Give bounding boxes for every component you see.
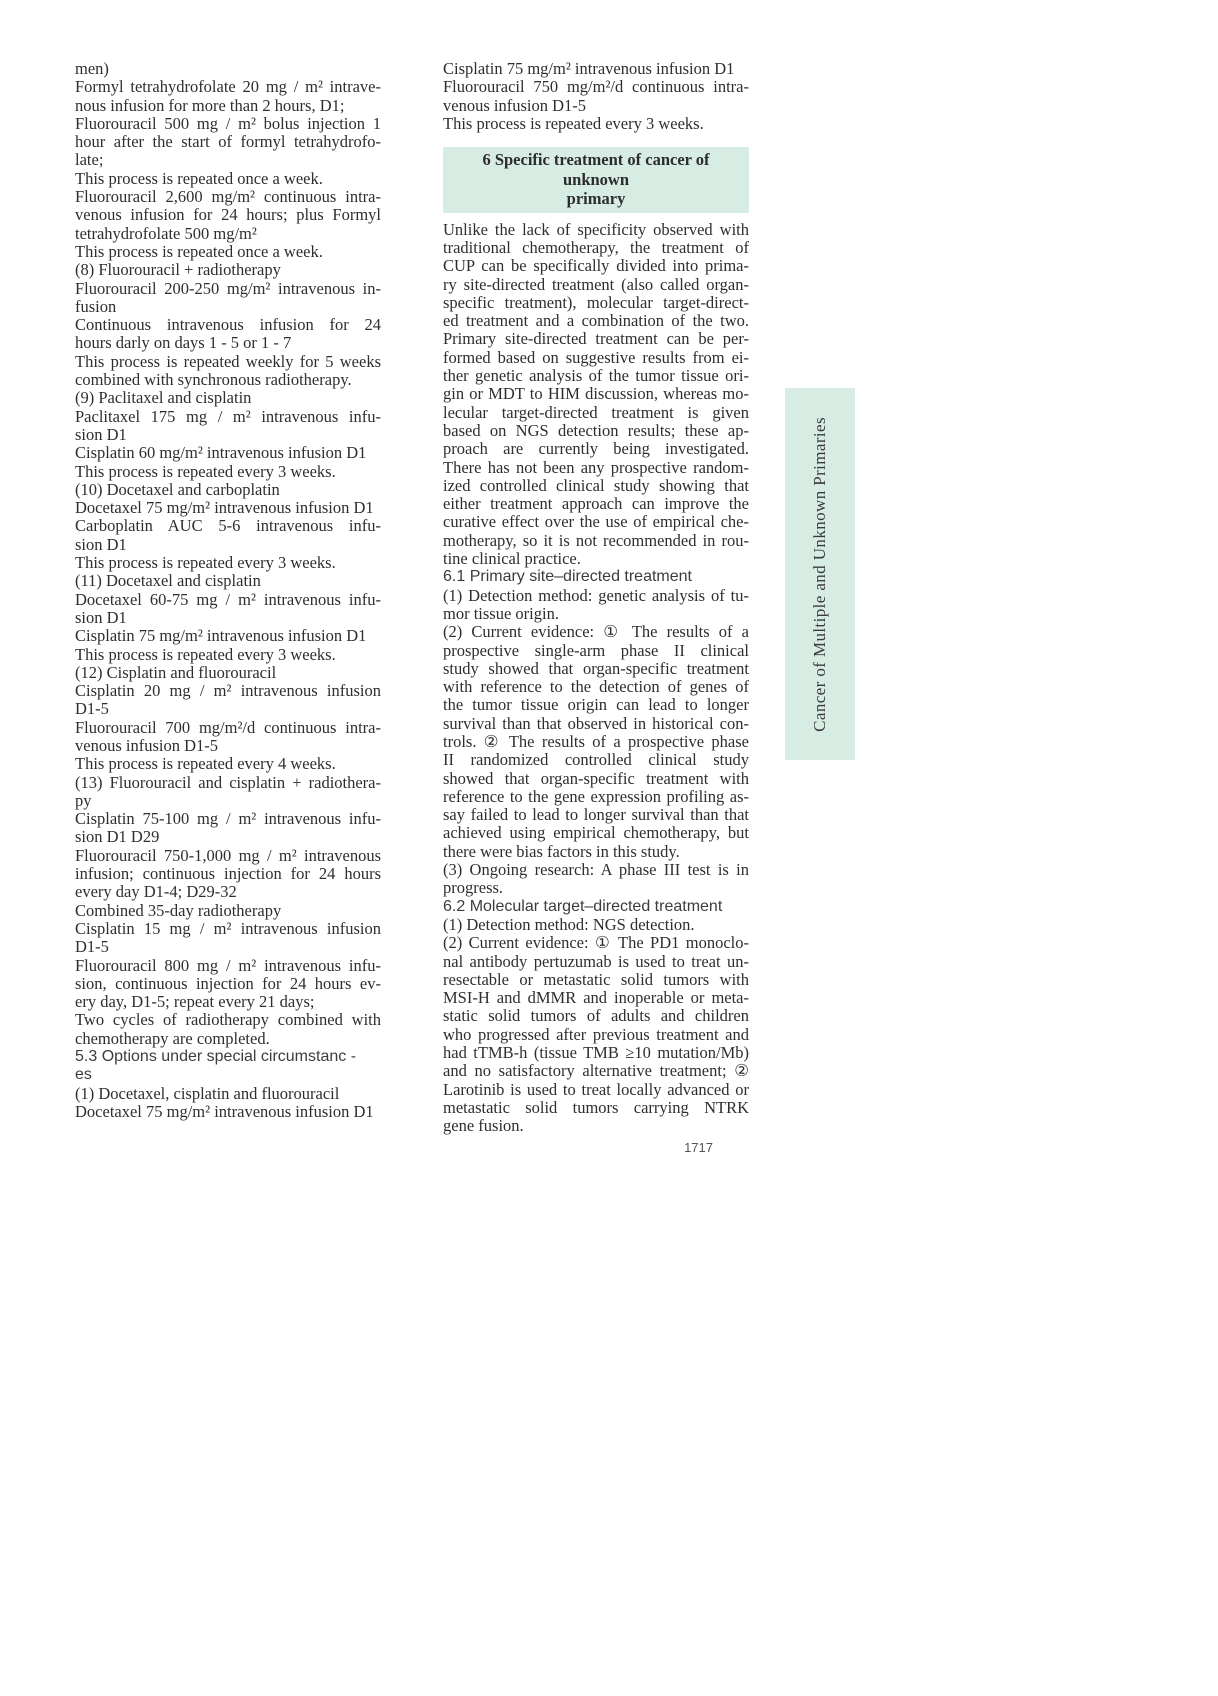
text-line: Unlike the lack of specificity observed with <box>443 219 749 239</box>
text-line: (2) Current evidence: ① The results of a <box>443 622 749 642</box>
text-line: static solid tumors of adults and children <box>443 1006 749 1026</box>
text-line: resectable or metastatic solid tumors with <box>443 969 749 989</box>
text-line: Cisplatin 75 mg/m² intravenous infusion D1 <box>75 626 367 646</box>
text-line: Continuous intravenous infusion for 24 <box>75 315 381 335</box>
section-heading-line-1: 6 Specific treatment of cancer of unknown <box>482 150 710 189</box>
text-line: nous infusion for more than 2 hours, D1; <box>75 95 345 115</box>
text-line: Docetaxel 75 mg/m² intravenous infusion D1 <box>75 1101 374 1121</box>
text-line: Two cycles of radiotherapy combined with <box>75 1010 381 1030</box>
text-line: motherapy, so it is not recommended in rou- <box>443 530 749 550</box>
section-heading-box <box>443 147 749 213</box>
text-line: 5.3 Options under special circumstanc - <box>75 1048 357 1066</box>
text-line: (13) Fluorouracil and cisplatin + radiothera- <box>75 772 381 792</box>
text-line: Paclitaxel 175 mg / m² intravenous infu- <box>75 406 381 426</box>
text-line: the tumor tissue origin can lead to longer <box>443 695 749 715</box>
text-line: Formyl tetrahydrofolate 20 mg / m² intrave- <box>75 77 381 97</box>
text-line: achieved using empirical chemotherapy, but <box>443 823 749 843</box>
text-line: This process is repeated every 3 weeks. <box>75 461 336 481</box>
text-line: there were bias factors in this study. <box>443 841 680 861</box>
text-line: This process is repeated every 4 weeks. <box>75 754 336 774</box>
text-line: CUP can be specifically divided into prima- <box>443 256 749 276</box>
text-line: hour after the start of formyl tetrahydrofo- <box>75 132 381 152</box>
text-line: This process is repeated weekly for 5 weeks <box>75 351 381 371</box>
text-line: sion D1 <box>75 534 127 554</box>
text-line: This process is repeated every 3 weeks. <box>443 113 704 133</box>
text-line: showed that organ-specific treatment with <box>443 768 749 788</box>
text-line: tine clinical practice. <box>443 549 581 569</box>
text-line: reference to the gene expression profiling as- <box>443 786 749 806</box>
text-line: Docetaxel 60-75 mg / m² intravenous infu- <box>75 589 381 609</box>
text-line: Fluorouracil 750 mg/m²/d continuous intra- <box>443 77 749 97</box>
text-line: prospective single-arm phase II clinical <box>443 640 749 660</box>
text-line: (1) Detection method: NGS detection. <box>443 914 695 934</box>
text-line: Combined 35-day radiotherapy <box>75 900 282 920</box>
line-group <box>443 60 749 133</box>
text-line: based on NGS detection results; these ap- <box>443 420 749 440</box>
text-line: (9) Paclitaxel and cisplatin <box>75 388 252 408</box>
text-line: progress. <box>443 878 504 898</box>
chapter-tab <box>785 388 855 760</box>
chapter-tab-label: Cancer of Multiple and Unknown Primaries <box>810 416 829 732</box>
text-line: Cisplatin 60 mg/m² intravenous infusion D1 <box>75 443 367 463</box>
text-line: with reference to the detection of genes of <box>443 677 749 697</box>
text-line: every day D1-4; D29-32 <box>75 882 237 902</box>
text-line: Larotinib is used to treat locally advanced or <box>443 1079 749 1099</box>
text-line: Fluorouracil 700 mg/m²/d continuous intra- <box>75 717 381 737</box>
text-line: ized controlled clinical study showing that <box>443 475 749 495</box>
text-line: Fluorouracil 2,600 mg/m² continuous intra- <box>75 187 381 207</box>
text-line: lecular target-directed treatment is given <box>443 402 749 422</box>
line-group <box>443 221 749 1136</box>
text-line: (3) Ongoing research: A phase III test is in <box>443 860 749 880</box>
left-column <box>75 60 381 1121</box>
text-line: traditional chemotherapy, the treatment of <box>443 237 749 257</box>
text-line: ed treatment and a combination of the two. <box>443 311 749 331</box>
text-line: This process is repeated once a week. <box>75 241 323 261</box>
text-line: Fluorouracil 750-1,000 mg / m² intravenous <box>75 845 381 865</box>
text-line: Cisplatin 75 mg/m² intravenous infusion D1 <box>443 59 735 78</box>
text-line: Carboplatin AUC 5-6 intravenous infu- <box>75 516 381 536</box>
text-line: (1) Detection method: genetic analysis of tu- <box>443 585 749 605</box>
text-line: Fluorouracil 800 mg / m² intravenous infu- <box>75 955 381 975</box>
text-line: nal antibody pertuzumab is used to treat un- <box>443 951 749 971</box>
text-line: study showed that organ-specific treatment <box>443 658 749 678</box>
text-line: (11) Docetaxel and cisplatin <box>75 571 261 591</box>
text-line: metastatic solid tumors carrying NTRK <box>443 1097 749 1117</box>
text-line: II randomized controlled clinical study <box>443 750 749 770</box>
text-line: combined with synchronous radiotherapy. <box>75 370 352 390</box>
text-line: Cisplatin 15 mg / m² intravenous infusion <box>75 918 381 938</box>
text-line: sion, continuous injection for 24 hours ev- <box>75 973 381 993</box>
text-line: hours darly on days 1 - 5 or 1 - 7 <box>75 333 292 353</box>
text-line: either treatment approach can improve the <box>443 494 749 514</box>
text-line: men) <box>75 59 109 78</box>
text-line: (1) Docetaxel, cisplatin and fluorouracil <box>75 1083 340 1103</box>
text-line: ry site-directed treatment (also called organ- <box>443 274 749 294</box>
text-line: gene fusion. <box>443 1116 524 1136</box>
text-line: 6.1 Primary site–directed treatment <box>443 568 692 586</box>
text-line: trols. ② The results of a prospective phase <box>443 732 749 751</box>
text-line: chemotherapy are completed. <box>75 1028 270 1048</box>
right-column <box>443 60 749 1136</box>
text-line: Fluorouracil 200-250 mg/m² intravenous in- <box>75 278 381 298</box>
text-line: survival than that observed in historical con- <box>443 713 749 733</box>
text-line: ery day, D1-5; repeat every 21 days; <box>75 992 315 1012</box>
text-line: This process is repeated every 3 weeks. <box>75 553 336 573</box>
text-line: D1-5 <box>75 937 109 957</box>
text-line: ther genetic analysis of the tumor tissue ori- <box>443 366 749 386</box>
text-line: who progressed after previous treatment and <box>443 1024 749 1044</box>
text-line: This process is repeated every 3 weeks. <box>75 644 336 664</box>
text-line: Cisplatin 20 mg / m² intravenous infusion <box>75 681 381 701</box>
text-line: (2) Current evidence: ① The PD1 monoclo- <box>443 933 749 953</box>
text-line: venous infusion D1-5 <box>443 95 586 115</box>
text-line: formed based on suggestive results from ei- <box>443 347 749 367</box>
text-line: py <box>75 790 92 810</box>
text-line: venous infusion D1-5 <box>75 735 218 755</box>
text-line: say failed to lead to longer survival than that <box>443 805 749 825</box>
line-group <box>75 60 381 1121</box>
text-line: had tTMB-h (tissue TMB ≥10 mutation/Mb) <box>443 1043 749 1063</box>
text-line: There has not been any prospective random- <box>443 457 749 477</box>
text-line: sion D1 <box>75 424 127 444</box>
text-line: Docetaxel 75 mg/m² intravenous infusion D1 <box>75 498 374 518</box>
text-line: tetrahydrofolate 500 mg/m² <box>75 223 257 243</box>
text-line: fusion <box>75 296 117 316</box>
text-line: MSI-H and dMMR and inoperable or meta- <box>443 988 749 1008</box>
section-heading-line-2: primary <box>566 189 626 209</box>
text-line: proach are currently being investigated. <box>443 439 749 459</box>
text-line: specific treatment), molecular target-direct- <box>443 292 749 312</box>
text-line: Fluorouracil 500 mg / m² bolus injection 1 <box>75 113 381 133</box>
text-line: D1-5 <box>75 699 109 719</box>
text-line: curative effect over the use of empirical che- <box>443 512 749 532</box>
text-line: gin or MDT to HIM discussion, whereas mo- <box>443 384 749 404</box>
text-line: es <box>75 1066 92 1084</box>
text-line: venous infusion for 24 hours; plus Formyl <box>75 205 381 225</box>
text-line: mor tissue origin. <box>443 603 559 623</box>
page-number: 1717 <box>684 1140 713 1155</box>
text-line: 6.2 Molecular target–directed treatment <box>443 897 723 915</box>
text-line: infusion; continuous injection for 24 hours <box>75 864 381 884</box>
text-line: This process is repeated once a week. <box>75 168 323 188</box>
text-line: sion D1 D29 <box>75 827 160 847</box>
text-line: Cisplatin 75-100 mg / m² intravenous infu- <box>75 809 381 829</box>
text-line: Primary site-directed treatment can be per- <box>443 329 749 349</box>
text-line: and no satisfactory alternative treatment; ② <box>443 1061 749 1081</box>
text-line: (10) Docetaxel and carboplatin <box>75 479 280 499</box>
text-line: (12) Cisplatin and fluorouracil <box>75 662 277 682</box>
text-line: (8) Fluorouracil + radiotherapy <box>75 260 281 280</box>
text-line: late; <box>75 150 104 170</box>
text-line: sion D1 <box>75 607 127 627</box>
